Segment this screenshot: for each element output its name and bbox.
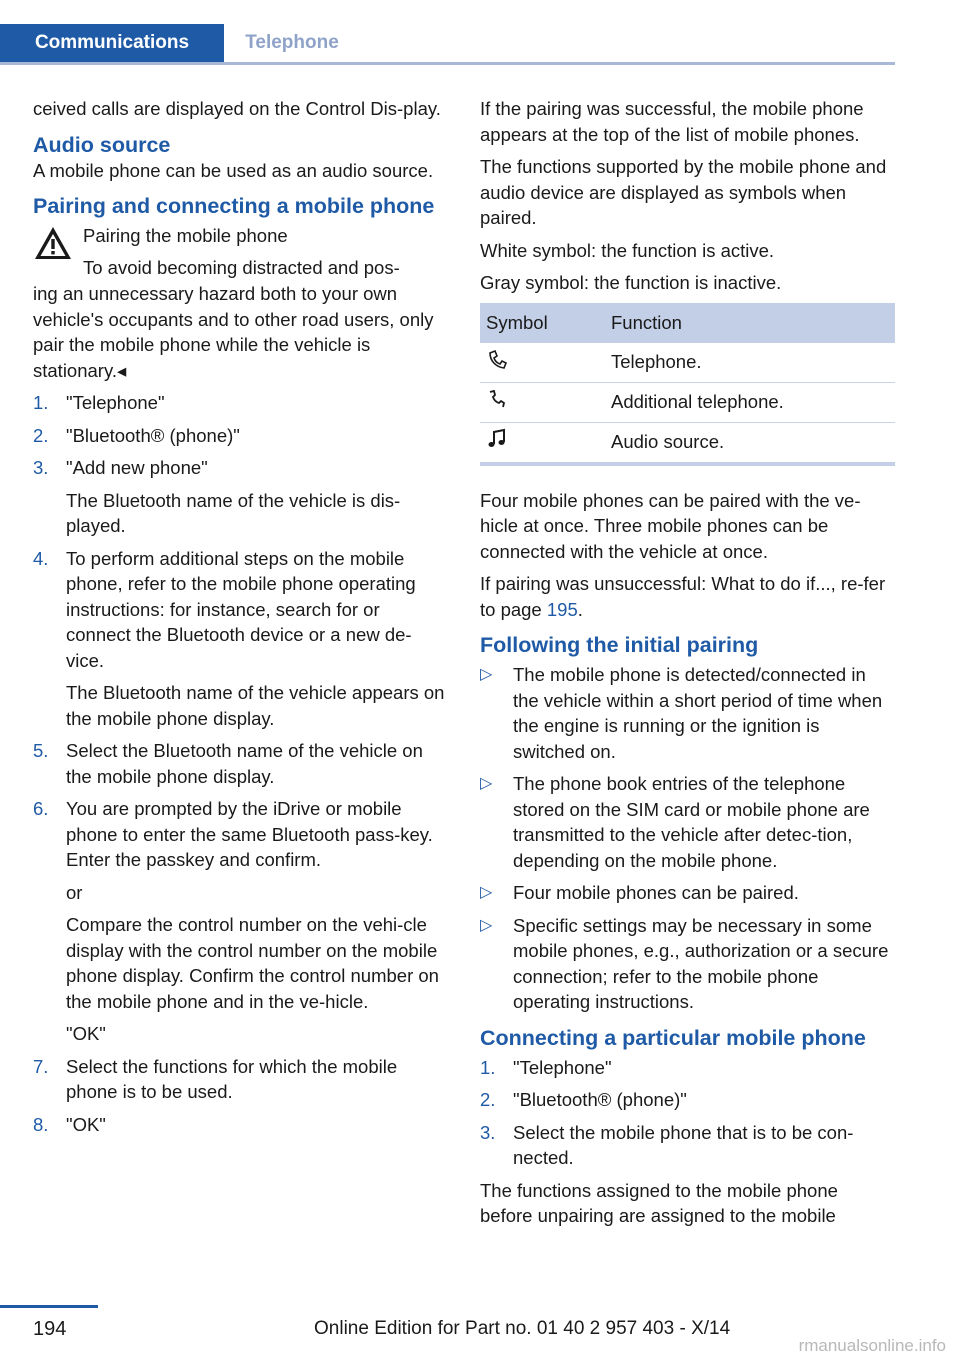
- list-item: [33, 390, 447, 416]
- step-text: "Add new phone": [66, 457, 208, 478]
- table-row: [480, 382, 895, 422]
- list-item: [480, 913, 895, 1015]
- unsuccessful-text-lead: If pairing was unsuccessful: What to do if..., re-fer to page: [480, 573, 886, 620]
- table-row: [480, 343, 895, 383]
- unsuccessful-text-end: .: [577, 598, 583, 620]
- step-number: 2.: [480, 1089, 496, 1110]
- triangle-bullet-icon: ▷: [480, 666, 493, 683]
- step-text: Select the Bluetooth name of the vehicle on the mobile phone display.: [66, 740, 423, 787]
- bullet-text: The mobile phone is detected/connected in the vehicle within a short period of time when the engine is running or the ignition is switched on.: [513, 664, 883, 762]
- audio-source-heading: Audio source: [33, 132, 171, 157]
- symbol-cell: [480, 343, 605, 383]
- step-text: "Telephone": [513, 1056, 612, 1078]
- tab-telephone[interactable]: Telephone: [245, 32, 339, 53]
- list-item: [33, 455, 447, 539]
- pairing-steps: [33, 390, 447, 1137]
- triangle-bullet-icon: ▷: [480, 775, 493, 792]
- list-item: [33, 1054, 447, 1105]
- table-header-row: [480, 303, 895, 343]
- bullet-text: Four mobile phones can be paired.: [513, 882, 799, 903]
- warning-title: Pairing the mobile phone: [83, 225, 288, 246]
- following-pairing-heading: Following the initial pairing: [480, 633, 759, 657]
- paired-phones-text: Four mobile phones can be paired with the ve-hicle at once. Three mobile phones can be connected with the vehicle at once.: [480, 489, 861, 562]
- list-item: [480, 771, 895, 873]
- left-column: [33, 96, 447, 1144]
- music-note-icon: [486, 428, 508, 450]
- triangle-bullet-icon: ▷: [480, 916, 493, 934]
- step-number: 2.: [33, 424, 49, 446]
- column-header-symbol: Symbol: [480, 303, 605, 343]
- list-item: [33, 546, 447, 732]
- step-number: 7.: [33, 1055, 49, 1077]
- step-number: 5.: [33, 740, 49, 761]
- list-item: [480, 1120, 895, 1171]
- additional-phone-icon: [486, 388, 508, 410]
- list-item: [480, 662, 895, 764]
- footer-divider: [0, 1305, 98, 1308]
- edition-text: Online Edition for Part no. 01 40 2 957 403 - X/14: [314, 1318, 731, 1339]
- step-text: Select the mobile phone that is to be con-nected.: [513, 1121, 854, 1168]
- functions-assigned-text: The functions assigned to the mobile phone before unpairing are assigned to the mobile: [480, 1179, 838, 1226]
- audio-source-text: A mobile phone can be used as an audio source.: [33, 159, 434, 181]
- intro-text: ceived calls are displayed on the Control Dis-play.: [33, 98, 441, 119]
- warning-triangle-icon: [33, 225, 73, 261]
- step-subtext: "OK": [66, 1023, 106, 1044]
- function-cell: Telephone.: [605, 343, 895, 383]
- list-item: [33, 1112, 447, 1138]
- list-item: [33, 423, 447, 449]
- right-column: [480, 96, 895, 1236]
- step-subtext: or: [66, 881, 83, 903]
- pairing-success-text: If the pairing was successful, the mobile phone appears at the top of the list of mobile phones.: [480, 98, 864, 145]
- step-text: Select the functions for which the mobile phone is to be used.: [66, 1055, 398, 1102]
- step-number: 4.: [33, 547, 49, 569]
- warning-block: [33, 223, 447, 280]
- bullet-text: Specific settings may be necessary in some mobile phones, e.g., authorization or a secure connection; refer to the mobile phone operating instructions.: [513, 914, 889, 1012]
- list-item: [33, 796, 447, 1047]
- symbol-cell: [480, 422, 605, 464]
- following-pairing-bullets: [480, 662, 895, 1015]
- warning-text: ing an unnecessary hazard both to your own vehicle's occupants and to other road users, only pair the mobile phone while the vehicle is stationary.◂: [33, 283, 434, 381]
- symbol-table: [480, 303, 895, 466]
- header-bar: [0, 24, 895, 65]
- step-number: 8.: [33, 1113, 49, 1135]
- step-subtext: Compare the control number on the vehi-cle display with the control number on the mobile phone display. Confirm the control number on the mobile phone and in the ve-hicle.: [66, 914, 439, 1012]
- table-row: [480, 422, 895, 464]
- phone-icon: [486, 348, 508, 370]
- step-number: 1.: [480, 1056, 496, 1078]
- watermark: rmanualsonline.info: [798, 1336, 946, 1355]
- connecting-steps: [480, 1055, 895, 1171]
- triangle-bullet-icon: ▷: [480, 884, 493, 901]
- step-text: "Bluetooth® (phone)": [513, 1089, 687, 1110]
- symbol-cell: [480, 382, 605, 422]
- function-cell: Additional telephone.: [605, 382, 895, 422]
- connecting-heading: Connecting a particular mobile phone: [480, 1025, 866, 1050]
- gray-symbol-text: Gray symbol: the function is inactive.: [480, 272, 782, 293]
- column-header-function: Function: [605, 303, 895, 343]
- list-item: [33, 738, 447, 789]
- step-text: To perform additional steps on the mobile phone, refer to the mobile phone operating instructions: for instance, search for or connect the Bluetooth device or a new de-vice.: [66, 547, 416, 671]
- white-symbol-text: White symbol: the function is active.: [480, 239, 775, 261]
- step-number: 3.: [33, 457, 49, 478]
- step-number: 6.: [33, 798, 49, 819]
- step-text: "Bluetooth® (phone)": [66, 424, 240, 446]
- step-text: You are prompted by the iDrive or mobile phone to enter the same Bluetooth pass-key. Enter the passkey and confirm.: [66, 798, 433, 870]
- step-subtext: The Bluetooth name of the vehicle is dis-played.: [66, 489, 401, 536]
- bullet-text: The phone book entries of the telephone stored on the SIM card or mobile phone are transmitted to the vehicle after detec-tion, depending on the mobile phone.: [513, 773, 870, 871]
- list-item: [480, 1087, 895, 1113]
- page-number: 194: [33, 1318, 67, 1340]
- pairing-heading: Pairing and connecting a mobile phone: [33, 194, 435, 218]
- symbols-text: The functions supported by the mobile phone and audio device are displayed as symbols when paired.: [480, 156, 887, 228]
- step-text: "Telephone": [66, 392, 165, 413]
- step-subtext: The Bluetooth name of the vehicle appears on the mobile phone display.: [66, 682, 445, 729]
- step-number: 3.: [480, 1121, 496, 1143]
- function-cell: Audio source.: [605, 422, 895, 464]
- list-item: [480, 880, 895, 906]
- step-text: "OK": [66, 1113, 106, 1135]
- step-number: 1.: [33, 392, 49, 413]
- unsuccessful-text: [480, 571, 895, 622]
- page-link[interactable]: 195: [546, 598, 578, 620]
- list-item: [480, 1055, 895, 1081]
- tab-communications[interactable]: Communications: [0, 24, 224, 62]
- warning-lead: To avoid becoming distracted and pos-: [83, 256, 400, 278]
